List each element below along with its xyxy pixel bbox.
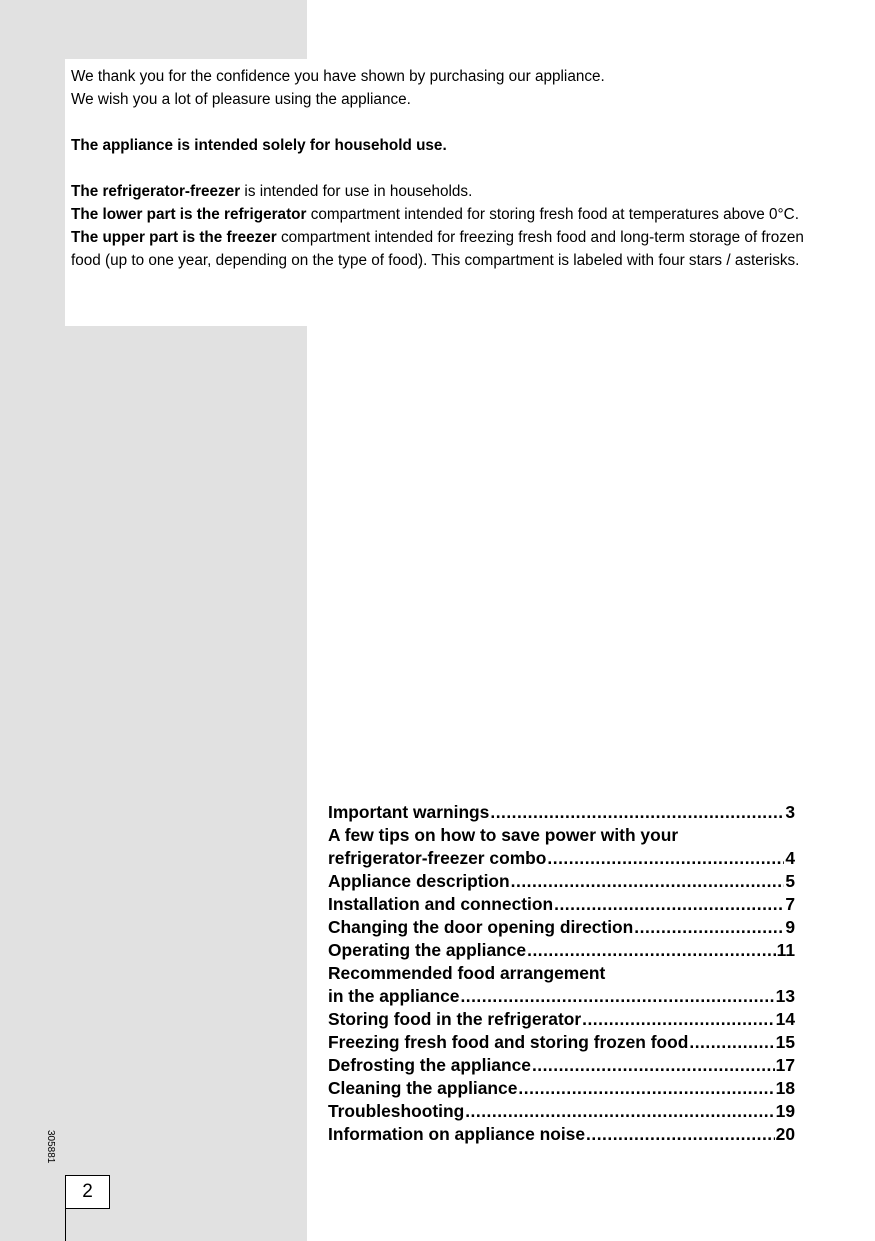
toc-entry-page: 17: [775, 1055, 795, 1075]
toc-entry-label: Appliance description: [328, 871, 510, 891]
intro-combo-bold: The refrigerator-freezer: [71, 183, 241, 200]
intro-combo-text: is intended for use in households.: [240, 183, 473, 200]
toc-entry-label: Operating the appliance: [328, 940, 527, 960]
toc-entry[interactable]: [328, 870, 795, 893]
toc-entry-page: 14: [775, 1009, 795, 1029]
toc-entry[interactable]: [328, 824, 795, 847]
toc-leader-dots: [532, 1054, 775, 1077]
toc-entry[interactable]: [328, 1054, 795, 1077]
toc-entry-label: Freezing fresh food and storing frozen food: [328, 1032, 689, 1052]
toc-leader-dots: [511, 870, 785, 893]
document-code: 305881: [45, 1130, 56, 1164]
household-notice-text: The appliance is intended solely for household use.: [71, 137, 447, 154]
toc-entry-page: 5: [785, 871, 795, 891]
toc-leader-dots: [586, 1123, 775, 1146]
toc-entry-label: A few tips on how to save power with your: [328, 825, 679, 845]
toc-entry[interactable]: [328, 1123, 795, 1146]
toc-leader-dots: [547, 847, 784, 870]
intro-upper: [71, 226, 821, 272]
toc-leader-dots: [490, 801, 784, 824]
toc-entry[interactable]: [328, 893, 795, 916]
toc-entry[interactable]: [328, 801, 795, 824]
toc-entry[interactable]: [328, 1100, 795, 1123]
household-notice: [71, 134, 821, 157]
toc-entry-label: Installation and connection: [328, 894, 554, 914]
toc-leader-dots: [518, 1077, 774, 1100]
toc-entry-label: Important warnings: [328, 802, 490, 822]
toc-entry[interactable]: [328, 1008, 795, 1031]
toc-entry-page: 18: [775, 1078, 795, 1098]
intro-upper-text: compartment intended for freezing fresh food and long-term storage of frozen food (up to one year, depending on the type of food). This compartment is labeled with four stars / asterisks.: [71, 229, 804, 269]
toc-entry-label: Troubleshooting: [328, 1101, 465, 1121]
toc-entry-page: 15: [775, 1032, 795, 1052]
toc-leader-dots: [460, 985, 774, 1008]
toc-entry-page: 13: [775, 986, 795, 1006]
intro-thanks: We thank you for the confidence you have shown by purchasing our appliance.: [71, 68, 605, 85]
toc-entry-page: 9: [785, 917, 795, 937]
toc-entry-label: Defrosting the appliance: [328, 1055, 531, 1075]
intro-pleasure: We wish you a lot of pleasure using the appliance.: [71, 91, 411, 108]
toc-entry-page: 7: [785, 894, 795, 914]
toc-entry-page: 11: [776, 940, 795, 960]
intro-lower-text: compartment intended for storing fresh food at temperatures above 0°C.: [306, 206, 799, 223]
toc-entry-label: Storing food in the refrigerator: [328, 1009, 582, 1029]
toc-entry[interactable]: [328, 939, 795, 962]
toc-leader-dots: [554, 893, 784, 916]
toc-entry-page: 20: [775, 1124, 795, 1144]
toc-entry[interactable]: [328, 1031, 795, 1054]
toc-entry[interactable]: [328, 985, 795, 1008]
toc-leader-dots: [634, 916, 784, 939]
toc-entry[interactable]: [328, 916, 795, 939]
toc-entry-label: Cleaning the appliance: [328, 1078, 518, 1098]
toc-entry[interactable]: [328, 1077, 795, 1100]
intro-lower: [71, 203, 821, 226]
toc-leader-dots: [465, 1100, 774, 1123]
table-of-contents: [328, 801, 795, 1146]
toc-entry-label: in the appliance: [328, 986, 460, 1006]
toc-entry[interactable]: [328, 962, 795, 985]
toc-entry-label: Recommended food arrangement: [328, 963, 606, 983]
intro-upper-bold: The upper part is the freezer: [71, 229, 277, 246]
intro-combo: [71, 180, 821, 203]
page-number-rule: [65, 1209, 66, 1241]
toc-leader-dots: [689, 1031, 774, 1054]
toc-entry-label: Information on appliance noise: [328, 1124, 586, 1144]
intro-lower-bold: The lower part is the refrigerator: [71, 206, 307, 223]
toc-entry-label: Changing the door opening direction: [328, 917, 634, 937]
toc-entry-label: refrigerator-freezer combo: [328, 848, 547, 868]
toc-entry[interactable]: [328, 847, 795, 870]
toc-leader-dots: [527, 939, 776, 962]
page-number: 2: [65, 1175, 110, 1209]
intro-panel: [65, 59, 821, 326]
toc-entry-page: 3: [785, 802, 795, 822]
toc-entry-page: 4: [785, 848, 795, 868]
toc-leader-dots: [582, 1008, 775, 1031]
toc-entry-page: 19: [775, 1101, 795, 1121]
